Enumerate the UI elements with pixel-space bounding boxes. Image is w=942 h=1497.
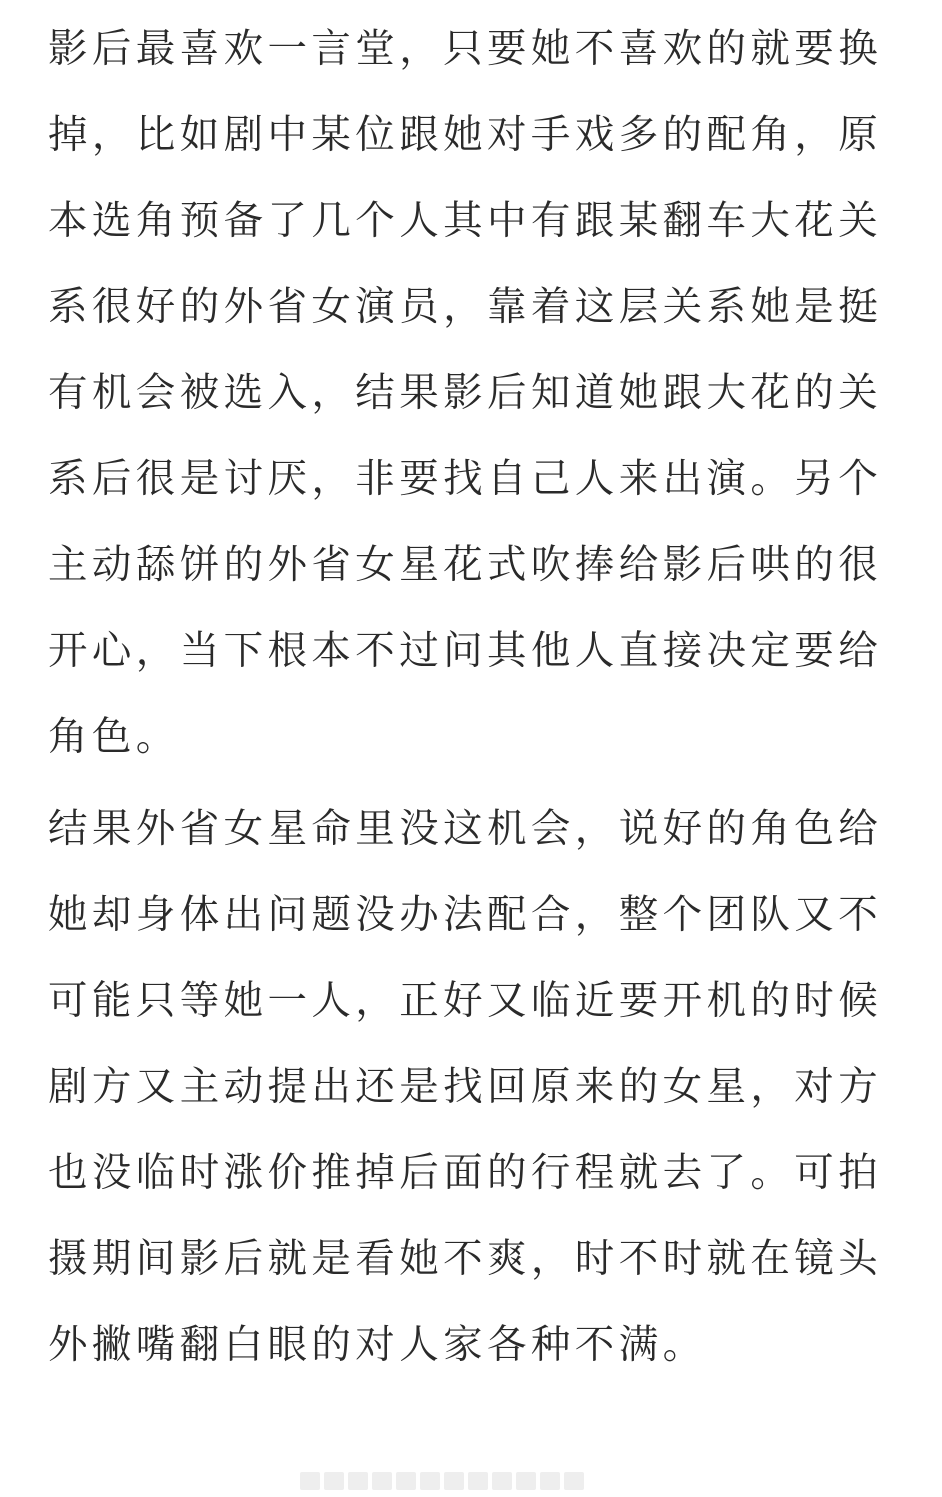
faded-block xyxy=(420,1472,440,1490)
faded-block xyxy=(396,1472,416,1490)
faded-block xyxy=(540,1472,560,1490)
faded-footer-strip xyxy=(300,1470,590,1492)
faded-block xyxy=(444,1472,464,1490)
paragraph-2: 结果外省女星命里没这机会，说好的角色给她却身体出问题没办法配合，整个团队又不可能只等她一人，正好又临近要开机的时候剧方又主动提出还是找回原来的女星，对方也没临时涨价推掉后面的行程就去了。可拍摄期间影后就是看她不爽，时不时就在镜头外撇嘴翻白眼的对人家各种不满。 xyxy=(48,806,883,1368)
faded-block xyxy=(300,1472,320,1490)
faded-block xyxy=(348,1472,368,1490)
faded-block xyxy=(468,1472,488,1490)
faded-block xyxy=(372,1472,392,1490)
faded-block xyxy=(492,1472,512,1490)
faded-block xyxy=(324,1472,344,1490)
faded-block xyxy=(564,1472,584,1490)
faded-block xyxy=(516,1472,536,1490)
paragraph-1: 影后最喜欢一言堂，只要她不喜欢的就要换掉，比如剧中某位跟她对手戏多的配角，原本选角预备了几个人其中有跟某翻车大花关系很好的外省女演员，靠着这层关系她是挺有机会被选入，结果影后知道她跟大花的关系后很是讨厌，非要找自己人来出演。另个主动舔饼的外省女星花式吹捧给影后哄的很开心，当下根本不过问其他人直接决定要给角色。 xyxy=(48,26,883,760)
article-body xyxy=(48,6,908,1394)
